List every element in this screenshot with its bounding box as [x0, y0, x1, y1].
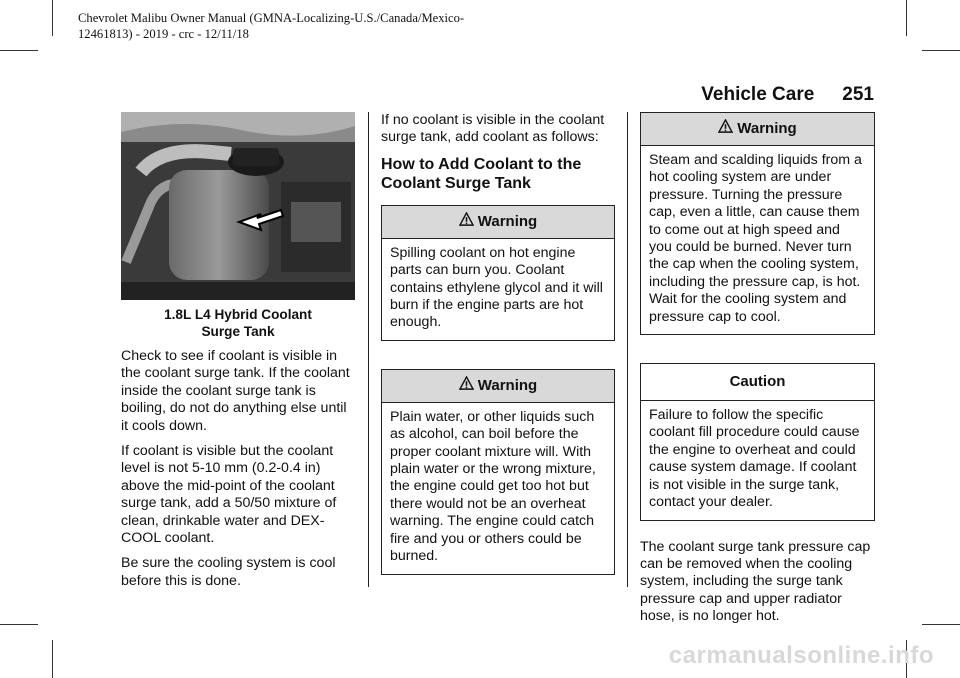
- warning-text: Spilling coolant on hot engine parts can burn you. Coolant contains ethylene glycol and it will burn if the engine parts are hot enough.: [390, 244, 603, 331]
- paragraph: If no coolant is visible in the coolant surge tank, add coolant as follows:: [381, 112, 605, 146]
- running-head: [701, 84, 874, 106]
- figure-caption-line2: Surge Tank: [201, 324, 275, 339]
- crop-mark: [52, 640, 53, 678]
- column-2: [381, 112, 615, 575]
- caution-box-header: Caution: [641, 364, 874, 401]
- document-header-line1: Chevrolet Malibu Owner Manual (GMNA-Localizing-U.S./Canada/Mexico-: [78, 11, 465, 25]
- column-divider: [627, 112, 628, 587]
- column-1: [121, 112, 355, 598]
- warning-box-header: [382, 206, 614, 239]
- paragraph: The coolant surge tank pressure cap can be removed when the cooling system, including the surge tank pressure cap and upper radiator hose, is no longer hot.: [640, 538, 871, 625]
- document-header: [78, 11, 464, 42]
- warning-box: [640, 112, 875, 335]
- column-divider: [368, 112, 369, 587]
- warning-box-header: [641, 113, 874, 146]
- section-title: Vehicle Care: [701, 84, 815, 105]
- crop-mark: [0, 624, 38, 625]
- warning-box: [381, 205, 615, 341]
- warning-box: [381, 369, 615, 575]
- engine-coolant-surge-tank-photo-icon: [121, 112, 355, 300]
- surge-tank-photo: [121, 112, 355, 300]
- document-header-line2: 12461813) - 2019 - crc - 12/11/18: [78, 26, 249, 41]
- caution-text: Failure to follow the specific coolant fill procedure could cause the engine to overheat and could cause system damage. If coolant is not visible in the surge tank, contact your dealer.: [649, 407, 860, 511]
- section-heading: How to Add Coolant to the Coolant Surge Tank: [381, 155, 582, 192]
- caution-box: [640, 363, 875, 520]
- watermark: carmanualsonline.info: [668, 642, 934, 669]
- warning-title: Warning: [477, 212, 538, 230]
- warning-title: Warning: [737, 120, 797, 137]
- crop-mark: [922, 624, 960, 625]
- warning-text: Plain water, or other liquids such as alcohol, can boil before the proper coolant mixture will. With plain water or the wrong mixture, the engine could get too hot but there would not be an overheat warning. The engine could catch fire and you or others could be burned.: [390, 408, 596, 565]
- paragraph: Be sure the cooling system is cool before this is done.: [121, 555, 336, 589]
- crop-mark: [0, 50, 38, 51]
- figure-caption: [121, 306, 355, 340]
- warning-triangle-icon: [459, 376, 474, 391]
- crop-mark: [906, 0, 907, 36]
- warning-triangle-icon: [459, 212, 474, 227]
- warning-text: Steam and scalding liquids from a hot cooling system are under pressure. Turning the pressure cap, even a little, can cause them to come out at high speed and you could be burned. Never turn the cap when the cooling system, including the pressure cap, is hot. Wait for the cooling system and pressure cap to cool.: [649, 152, 862, 325]
- warning-triangle-icon: [718, 119, 733, 134]
- figure-caption-line1: 1.8L L4 Hybrid Coolant: [164, 307, 312, 322]
- crop-mark: [52, 0, 53, 36]
- page-number: 251: [842, 84, 874, 105]
- paragraph: If coolant is visible but the coolant level is not 5-10 mm (0.2-0.4 in) above the mid-point of the coolant surge tank, add a 50/50 mixture of clean, drinkable water and DEX-COOL coolant.: [121, 443, 337, 547]
- crop-mark: [922, 50, 960, 51]
- column-3: [640, 112, 875, 634]
- warning-title: Warning: [477, 376, 538, 394]
- warning-box-header: [382, 370, 614, 403]
- paragraph: Check to see if coolant is visible in the coolant surge tank. If the coolant inside the coolant surge tank is boiling, do not do anything else until it cools down.: [121, 348, 350, 434]
